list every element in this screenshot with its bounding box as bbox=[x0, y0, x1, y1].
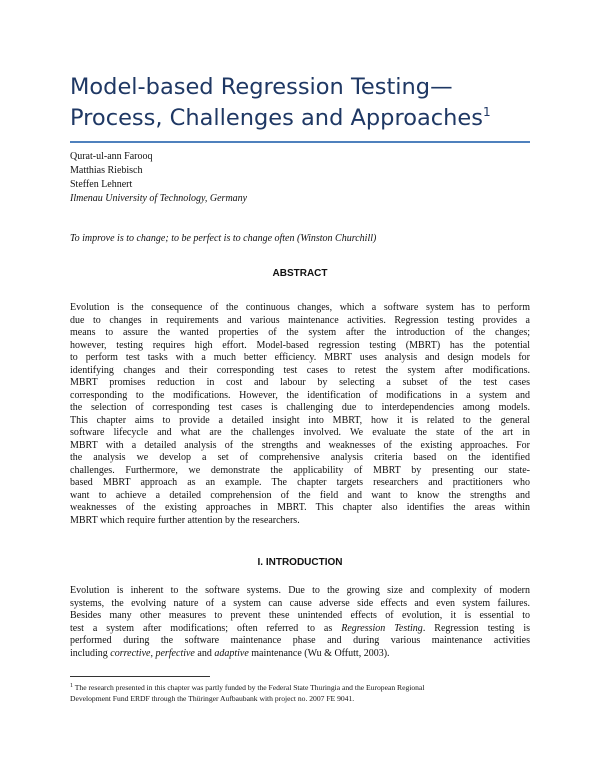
abstract-paragraph bbox=[70, 302, 530, 527]
intro-text: and bbox=[194, 647, 215, 659]
abstract-line: corresponding to the modifications. However, the identification of modifications in a system and bbox=[70, 389, 530, 401]
abstract-line: means to assure the wanted properties of the system after the introduction of the changes; bbox=[70, 327, 530, 338]
abstract-line: MBRT with a detailed analysis of the strengths and weaknesses of the existing approaches. For bbox=[70, 439, 530, 451]
abstract-line: MBRT which require further attention by the researchers. bbox=[70, 514, 300, 526]
abstract-line: want to achieve a detailed comprehension of the field and want to know the strengths and bbox=[70, 489, 530, 501]
introduction-paragraph bbox=[70, 585, 530, 660]
paper-title bbox=[70, 72, 540, 134]
abstract-line: MBRT promises reduction in cost and labour by selecting a subset of the test cases bbox=[70, 377, 530, 388]
term-adaptive: adaptive bbox=[214, 647, 249, 659]
author-name: Steffen Lehnert bbox=[70, 179, 133, 190]
intro-line: performed during the software maintenance phase and during various maintenance activities bbox=[70, 635, 530, 646]
abstract-line: weaknesses of the existing approaches in MBRT. This chapter also identifies the areas within bbox=[70, 502, 530, 513]
intro-line: systems, the evolving nature of a system can cause adverse side effects and even system failures. bbox=[70, 597, 530, 609]
intro-line bbox=[70, 648, 530, 661]
intro-line: Evolution is inherent to the software systems. Due to the growing size and complexity of modern bbox=[70, 585, 530, 596]
term-perfective: perfective bbox=[155, 647, 195, 659]
term-corrective: corrective bbox=[110, 647, 151, 659]
title-line-2: Process, Challenges and Approaches bbox=[70, 105, 483, 131]
abstract-line: challenges. Furthermore, we demonstrate the applicability of MBRT by presenting our state- bbox=[70, 464, 530, 476]
abstract-line: however, testing requires high effort. Model-based regression testing (MBRT) has the potential bbox=[70, 339, 530, 351]
title-line-1: Model-based Regression Testing— bbox=[70, 74, 453, 100]
title-underline bbox=[70, 141, 530, 143]
footnote bbox=[70, 682, 530, 704]
author-name: Qurat-ul-ann Farooq bbox=[70, 151, 153, 162]
intro-line: Besides many other measures to prevent these unintended effects of evolution, it is essential to bbox=[70, 610, 530, 621]
intro-text: . Regression testing is bbox=[422, 622, 530, 634]
author-name: Matthias Riebisch bbox=[70, 165, 143, 176]
introduction-heading: I. INTRODUCTION bbox=[257, 557, 343, 568]
abstract-line: due to changes in requirements and various maintenance activities. Regression testing provides a bbox=[70, 314, 530, 326]
footnote-mark: 1 bbox=[70, 683, 73, 689]
abstract-line: software lifecycle and what are the challenges involved. We evaluate the state of the art in bbox=[70, 427, 530, 438]
abstract-line: Evolution is the consequence of the continuous changes, which a software system has to perform bbox=[70, 302, 530, 313]
abstract-line: to perform test tasks with a much better efficiency. MBRT uses analysis and design models for bbox=[70, 352, 530, 363]
abstract-line: identifying changes and their corresponding test cases to retest the system after modifications. bbox=[70, 364, 530, 376]
intro-line bbox=[70, 623, 530, 636]
author-affiliation: Ilmenau University of Technology, Germany bbox=[70, 193, 248, 204]
abstract-line: based MBRT approach as an example. The chapter targets researchers and practitioners who bbox=[70, 477, 530, 488]
intro-citation: maintenance (Wu & Offutt, 2003). bbox=[248, 647, 390, 659]
title-footnote-mark[interactable]: 1 bbox=[482, 105, 491, 119]
epigraph: To improve is to change; to be perfect is to change often (Winston Churchill) bbox=[70, 233, 377, 244]
abstract-line: the analysis we develop a set of comprehensive analysis criteria based on the identified bbox=[70, 452, 530, 463]
intro-text: , bbox=[150, 647, 156, 659]
footnote-text: The research presented in this chapter was partly funded by the Federal State Thuringia and the European Regional bbox=[73, 683, 425, 692]
author-block bbox=[70, 150, 470, 206]
intro-text: including bbox=[70, 647, 111, 659]
footnote-text: Development Fund ERDF through the Thüringer Aufbaubank with project no. 2007 FE 9041. bbox=[70, 694, 355, 703]
abstract-heading: ABSTRACT bbox=[272, 268, 328, 279]
term-regression-testing: Regression Testing bbox=[341, 622, 423, 634]
intro-text: test a system after modifications; often referred to as bbox=[70, 622, 342, 634]
abstract-line: the selection of corresponding test cases is challenging due to interdependencies among models. bbox=[70, 402, 530, 413]
footnote-divider bbox=[70, 676, 210, 677]
abstract-line: This chapter aims to provide a detailed insight into MBRT, how it is related to the general bbox=[70, 414, 530, 426]
